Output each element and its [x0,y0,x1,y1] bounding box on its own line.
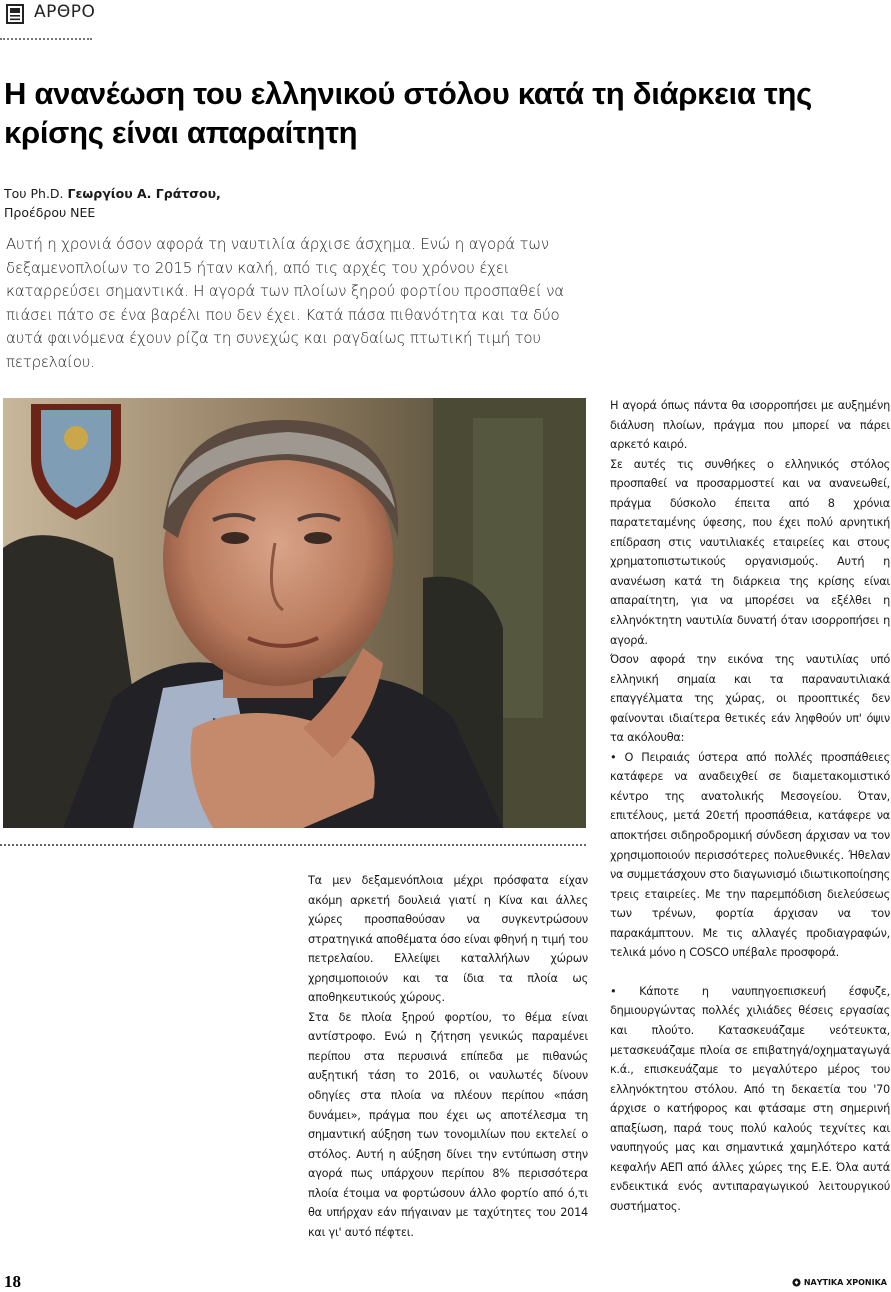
paragraph: Τα μεν δεξαμενόπλοια μέχρι πρόσφατα είχαν ακόμη αρκετή δουλειά γιατί η Κίνα και άλλες χώρες προσπαθούσαν να συγκεντρώσουν στρατηγικά αποθέματα όσο είναι φθηνή η τιμή του πετρελαίου. Ελλείψει καταλλήλων χώρων χρησιμοποιούν και τα ίδια τα πλοία ως αποθηκευτικούς χώρους. [308,874,588,1005]
byline-role: Προέδρου ΝΕΕ [4,205,96,220]
byline-author: Γεωργίου Α. Γράτσου, [67,186,221,201]
lead-paragraph: Αυτή η χρονιά όσον αφορά τη ναυτιλία άρχισε άσχημα. Ενώ η αγορά των δεξαμενοπλοίων το 2015 ήταν καλή, από τις αρχές του χρόνου έχει καταρρεύσει σημαντικά. Η αγορά των πλοίων ξηρού φορτίου προσπαθεί να πιάσει πάτο σε ένα βαρέλι που δεν έχει. Κατά πάσα πιθανότητα και τα δύο αυτά φαινόμενα έχουν ρίζα τη συνεχώς και ραγδαίως πτωτική τιμή του πετρελαίου. [6,235,564,371]
article-title: Η ανανέωση του ελληνικού στόλου κατά τη διάρκεια της κρίσης είναι απαραίτητη [4,76,812,150]
right-column [610,396,890,1216]
bullet-paragraph: • Ο Πειραιάς ύστερα από πολλές προσπάθειες κατάφερε να αναδειχθεί σε διαμετακομιστικό κέντρο της ανατολικής Μεσογείου. Όταν, επιτέλους, μετά 20ετή προσπάθεια, κατάφερε να αποκτήσει σιδηροδρομική σύνδεση άρχισαν να τον χρησιμοποιούν περισσότερες πολυεθνικές. Ήθελαν να συμμετάσχουν στο διαγωνισμό ιδιωτικοποίησης τρεις εταιρείες. Με την παρεμπόδιση διελεύσεως των τρένων, φορτία άρχισαν να τον παρακάμπτουν. Με τις αλλαγές προδιαγραφών, τελικά μόνο η COSCO υπέβαλε προσφορά. [610,750,890,960]
portrait-photo [3,398,586,828]
photo-divider [0,844,586,846]
header-divider [0,38,92,40]
page-number: 18 [4,1272,21,1291]
document-icon [6,4,24,24]
publication-logo-icon [792,1278,801,1287]
byline-prefix: Του Ph.D. [4,186,68,201]
paragraph: Σε αυτές τις συνθήκες ο ελληνικός στόλος προσπαθεί να προσαρμοστεί και να ανανεωθεί, πράγμα δύσκολο έπειτα από 8 χρόνια παρατεταμένης ύφεσης, που έχει πολύ αρνητική επίδραση στις ναυτιλιακές εταιρείες και στους χρηματοπιστωτικούς οργανισμούς. Αυτή η ανανέωση κατά τη διάρκεια της κρίσης είναι απαραίτητη, για να μπορέσει να εξέλθει η ελληνόκτητη ναυτιλία δυνατή όταν ισορροπήσει η αγορά. [610,457,890,647]
paragraph: Η αγορά όπως πάντα θα ισορροπήσει με αυξημένη διάλυση πλοίων, πράγμα που μπορεί να πάρει αρκετό καιρό. [610,399,890,452]
middle-column [308,871,588,1242]
paragraph: Στα δε πλοία ξηρού φορτίου, το θέμα είναι αντίστροφο. Ενώ η ζήτηση γενικώς παραμένει περίπου στα περυσινά επίπεδα με πιθανώς αυξητική τάση το 2016, οι ναυλωτές δίνουν οδηγίες στα πλοία να πλέουν περίπου «πάση δυνάμει», πράγμα που έχει ως αποτέλεσμα τη σημαντική αύξηση των τονομιλίων που εκτελεί ο στόλος. Αυτή η αύξηση δίνει την εντύπωση στην αγορά πως υπάρχουν περίπου 8% περισσότερα πλοία έτοιμα να φορτώσουν άλλο φορτίο από ό,τι θα υπήρχαν εάν πήγαιναν με ταχύτητες του 2014 και γι' αυτό πέφτει. [308,1010,588,1239]
bullet-paragraph: • Κάποτε η ναυπηγοεπισκευή έσφυζε, δημιουργώντας πολλές χιλιάδες θέσεις εργασίας και πλούτο. Κατασκευάζαμε νεότευκτα, μετασκευάζαμε πλοία σε επιβατηγά/οχηματαγωγά κ.ά., επισκευάζαμε το μεγαλύτερο μέρος του ελληνόκτητου στόλου. Από τη δεκαετία του '70 άρχισε ο κατήφορος και φτάσαμε στη σημερινή απαξίωση, παρά τους πολύ καλούς τεχνίτες και ναυπηγούς μας και σημαντικά χαμηλότερο κατά κεφαλήν ΑΕΠ από άλλες χώρες της Ε.Ε. Όλα αυτά ενδεικτικά ενός αντιπαραγωγικού λειτουργικού συστήματος. [610,984,890,1213]
publication-brand [792,1278,887,1287]
section-label: ΑΡΘΡΟ [34,2,96,22]
byline [4,184,221,222]
publication-name: ΝΑΥΤΙΚΑ ΧΡΟΝΙΚΑ [803,1278,887,1287]
paragraph: Όσον αφορά την εικόνα της ναυτιλίας υπό ελληνική σημαία και τα παραναυτιλιακά επαγγέλματα της χώρας, οι προοπτικές δεν φαίνονται ιδιαίτερα θετικές εάν ληφθούν υπ' όψιν τα ακόλουθα: [610,653,890,745]
